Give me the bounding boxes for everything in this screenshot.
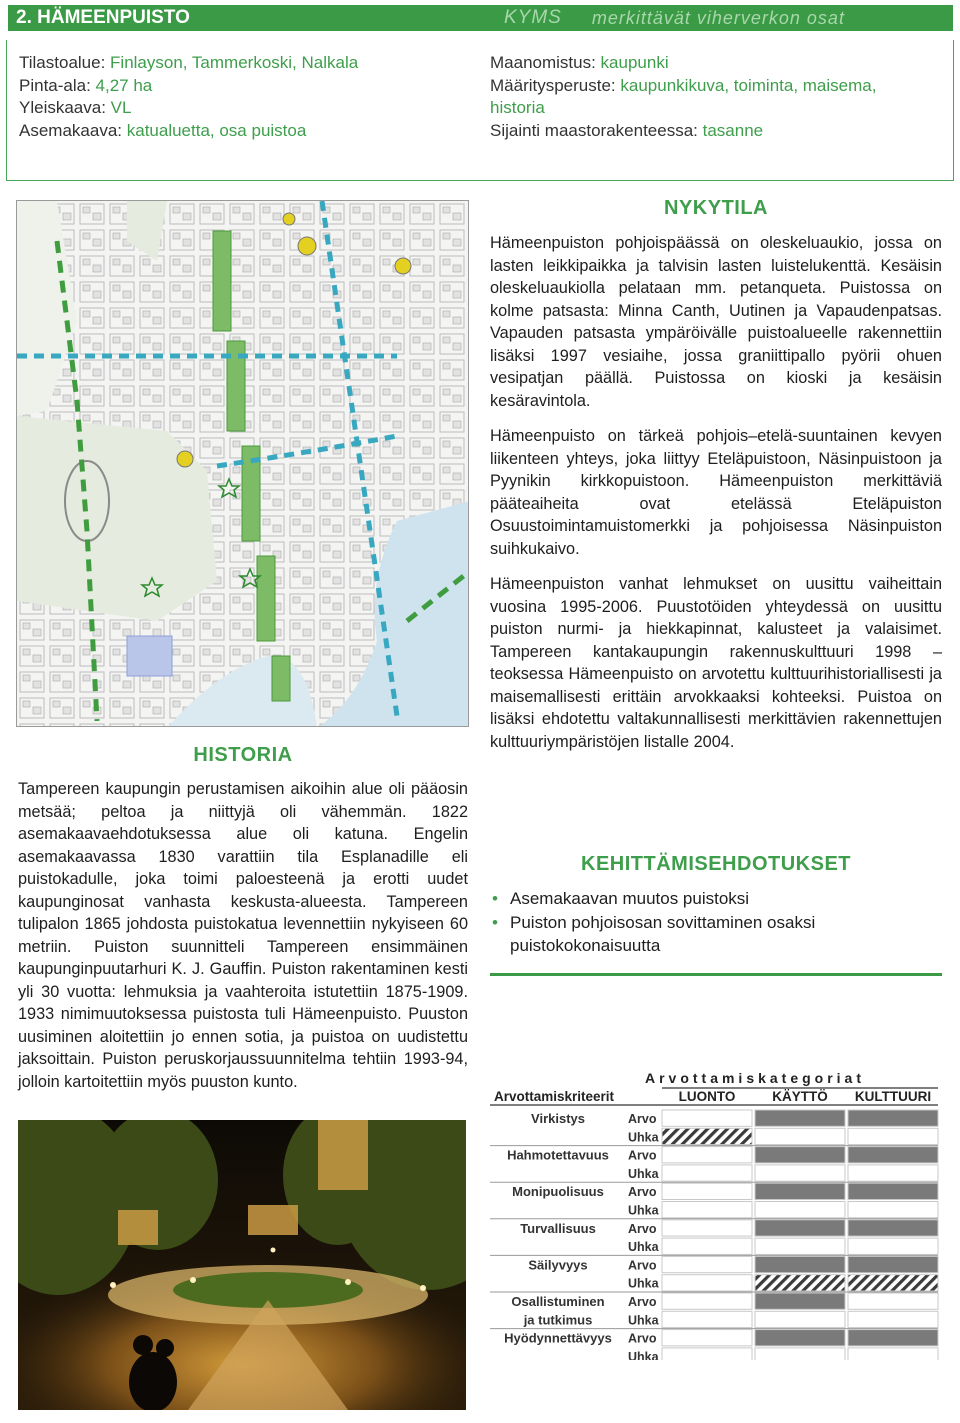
page-title: 2. HÄMEENPUISTO — [16, 7, 190, 28]
table-cell-uhka-hatch — [755, 1275, 845, 1291]
table-cell-uhka-none — [755, 1202, 845, 1218]
table-cell-arvo-none — [662, 1147, 752, 1163]
table-arvo-label: Arvo — [628, 1331, 657, 1346]
list-item: • Asemakaavan muutos puistoksi — [490, 887, 942, 911]
table-cell-arvo-none — [662, 1256, 752, 1272]
table-cell-arvo-full — [755, 1330, 845, 1346]
table-uhka-label: Uhka — [628, 1313, 659, 1328]
kyms-label: KYMS — [504, 7, 562, 28]
table-cell-uhka-none — [662, 1348, 752, 1360]
table-cell-arvo-none — [662, 1220, 752, 1236]
table-cell-uhka-none — [662, 1311, 752, 1327]
table-cell-arvo-full — [755, 1256, 845, 1272]
table-cell-uhka-none — [848, 1348, 938, 1360]
table-cell-uhka-none — [662, 1202, 752, 1218]
table-category-title: Arvottamiskategoriat — [644, 1070, 866, 1086]
table-cell-arvo-full — [848, 1330, 938, 1346]
table-column-header: LUONTO — [678, 1089, 736, 1104]
table-cell-arvo-none — [662, 1183, 752, 1199]
table-cell-uhka-none — [848, 1165, 938, 1181]
table-cell-arvo-full — [755, 1293, 845, 1309]
table-cell-arvo-full — [755, 1220, 845, 1236]
table-cell-arvo-full — [848, 1147, 938, 1163]
table-cell-uhka-none — [848, 1202, 938, 1218]
historia-heading: HISTORIA — [193, 744, 293, 766]
table-cell-uhka-none — [755, 1165, 845, 1181]
table-row-label: Hahmotettavuus — [507, 1147, 609, 1163]
table-row-label: Osallistuminen — [511, 1294, 605, 1309]
table-cell-uhka-none — [662, 1238, 752, 1254]
map-image — [17, 201, 469, 727]
table-cell-uhka-none — [848, 1311, 938, 1327]
evaluation-table — [490, 1067, 942, 1360]
table-cell-uhka-none — [755, 1311, 845, 1327]
table-cell-arvo-full — [755, 1183, 845, 1199]
section-divider — [490, 973, 942, 976]
table-cell-arvo-full — [755, 1147, 845, 1163]
table-uhka-label: Uhka — [628, 1276, 659, 1291]
info-left — [19, 52, 358, 142]
table-uhka-label: Uhka — [628, 1349, 659, 1360]
info-row-ownership: Maanomistus: kaupunki — [490, 53, 669, 72]
info-row-detail-plan: Asemakaava: katualuetta, osa puistoa — [19, 120, 307, 140]
table-uhka-label: Uhka — [628, 1203, 659, 1218]
table-cell-uhka-none — [755, 1238, 845, 1254]
bullet-icon: • — [492, 912, 498, 932]
bullet-icon: • — [492, 889, 498, 908]
table-arvo-label: Arvo — [628, 1258, 657, 1273]
table-row-label: Hyödynnettävyys — [504, 1330, 612, 1346]
info-row-location: Sijainti maastorakenteessa: tasanne — [490, 120, 764, 140]
table-uhka-label: Uhka — [628, 1240, 659, 1255]
table-row-label: Monipuolisuus — [512, 1184, 604, 1200]
info-row-area: Tilastoalue: Finlayson, Tammerkoski, Nalkala — [19, 53, 359, 72]
info-row-master-plan: Yleiskaava: VL — [19, 98, 132, 117]
table-cell-uhka-none — [848, 1128, 938, 1144]
nykytila-heading: NYKYTILA — [664, 197, 768, 219]
table-row-label: ja tutkimus — [523, 1312, 593, 1328]
nykytila-paragraph-2: Hämeenpuisto on tärkeä pohjois–etelä-suuntainen kevyen liikenteen yhteys, joka liittyy Eteläpuistoon, Näsinpuistoon ja Pyynikin kirkkopuistoon. Hämeenpuiston merkittäviä pääteaiheita ovat etelässä Eteläpuiston Osuustoimintamuistomerkki ja pohjoisessa Näsinpuiston suihkukaivo. — [490, 427, 942, 558]
table-cell-arvo-none — [662, 1293, 752, 1309]
table-cell-uhka-hatch — [662, 1128, 752, 1144]
table-cell-uhka-none — [755, 1348, 845, 1360]
table-uhka-label: Uhka — [628, 1130, 659, 1145]
header-subtitle: merkittävät viherverkon osat — [591, 7, 845, 28]
table-cell-uhka-none — [848, 1238, 938, 1254]
table-criteria-header: Arvottamiskriteerit — [494, 1089, 615, 1104]
nykytila-paragraph-3: Hämeenpuiston vanhat lehmukset on uusittu vaiheittain vuosina 1995-2006. Puustotöiden yhteydessä on uusittu puiston nurmi- ja hiekkapinnat, kalusteet ja valaisimet. Tampereen kantakaupungin rakennuskulttuuri 1998 –teoksessa Hämeenpuisto on arvotettu kulttuurihistoriallisesti ja maisemallisesti erittäin arvokkaaksi kohteeksi. Puistoa on lisäksi ehdotettu valtakunnallisesti merkittävien rakennettujen kulttuuriympäristöjen listalle 2004. — [490, 575, 942, 751]
table-cell-uhka-none — [755, 1128, 845, 1144]
kehittaminen-heading: KEHITTÄMISEHDOTUKSET — [581, 853, 851, 875]
table-arvo-label: Arvo — [628, 1295, 657, 1309]
table-arvo-label: Arvo — [628, 1221, 657, 1236]
table-column-header: KULTTUURI — [854, 1089, 932, 1104]
table-arvo-label: Arvo — [628, 1185, 657, 1200]
photo-image — [18, 1120, 466, 1410]
table-cell-uhka-none — [662, 1165, 752, 1181]
table-row-label: Turvallisuus — [520, 1220, 596, 1236]
historia-paragraph: Tampereen kaupungin perustamisen aikoihin alue oli pääosin metsää; peltoa ja niittyjä oli vähemmän. 1822 asemakaavaehdotuksessa alue oli katuna. Engelin asemakaavassa 1830 varattiin tila Esplanadille eli puistokadulle, joka toimi paloesteenä ja erotti uudet kaupunginosat vanhasta keskusta-alueesta. Tampereen tulipalon 1865 johdosta puistokatua levennettiin nykyiseen 60 metriin. Puiston suunnitteli Tampereen ensimmäinen kaupunginpuutarhuri K. J. Gauffin. Puiston rakentaminen kesti yli 30 vuotta: lehmuksia ja vaahteroita istutettiin 1875-1909. 1933 nimimuutoksessa puistosta tuli Hämeenpuisto. Puuston uusiminen aloitettiin jo ennen sotia, ja puistoa on uudistettu jaksoittain. Puiston peruskorjaussuunnitelma tehtiin 1993-94, jolloin kartoitettiin myös puuston kunto. — [18, 780, 468, 1091]
table-cell-uhka-none — [662, 1275, 752, 1291]
table-cell-arvo-full — [848, 1256, 938, 1272]
table-cell-arvo-none — [848, 1293, 938, 1309]
info-row-criteria-cont: historia — [490, 98, 545, 117]
table-cell-uhka-hatch — [848, 1275, 938, 1291]
table-column-header: KÄYTTÖ — [772, 1089, 828, 1104]
table-row-label: Säilyvyys — [528, 1257, 588, 1273]
kehittaminen-list — [490, 887, 942, 958]
nykytila-paragraph-1: Hämeenpuiston pohjoispäässä on oleskeluaukio, jossa on lasten leikkipaikka ja talvisin lasten luistelukenttä. Kesäisin oleskeluaukiolla pelataan mm. petanqueta. Puistossa on kolme patsasta: Minna Canth, Uutinen ja Vapaudenpatsas. Vapauden patsasta ympäröivälle puistoalueelle rakennettiin lisäksi 1997 vesiaihe, jossa graniittipallo pyörii ohuen vesipatjan päällä. Puistossa on kioski ja kesäisin kesäravintola. — [490, 234, 942, 410]
park-night-photo — [18, 1120, 466, 1410]
table-cell-arvo-full — [848, 1110, 938, 1126]
info-box — [6, 40, 954, 181]
info-row-criteria: Määritysperuste: kaupunkikuva, toiminta, maisema, — [490, 75, 877, 95]
header-bar — [8, 5, 953, 31]
table-row-label: Virkistys — [531, 1111, 585, 1126]
table-arvo-label: Arvo — [628, 1112, 657, 1126]
table-cell-arvo-none — [662, 1110, 752, 1126]
park-map — [16, 200, 469, 727]
table-cell-arvo-full — [848, 1183, 938, 1199]
table-arvo-label: Arvo — [628, 1148, 657, 1163]
table-cell-arvo-none — [662, 1330, 752, 1346]
evaluation-table-grid — [490, 1067, 942, 1360]
list-item: • Puiston pohjoisosan sovittaminen osaksi puistokokonaisuutta — [492, 912, 816, 955]
table-uhka-label: Uhka — [628, 1166, 659, 1181]
table-cell-arvo-full — [755, 1110, 845, 1126]
table-cell-arvo-full — [848, 1220, 938, 1236]
info-row-size: Pinta-ala: 4,27 ha — [19, 75, 153, 95]
info-right — [490, 52, 945, 142]
